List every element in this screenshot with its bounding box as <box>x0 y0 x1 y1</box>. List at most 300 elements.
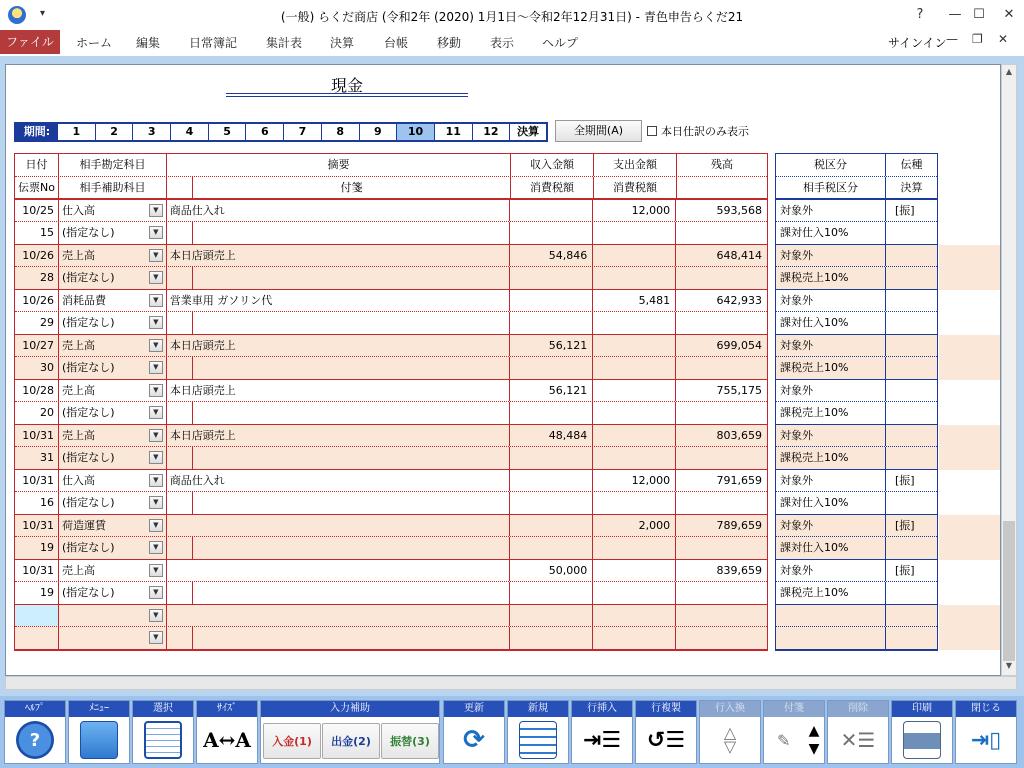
tax-category-cell[interactable]: 対象外 <box>776 290 886 311</box>
date-cell[interactable]: 10/26 <box>15 245 59 266</box>
tax-category-cell[interactable]: 対象外 <box>776 560 886 581</box>
dropdown-arrow-icon[interactable]: ▼ <box>149 249 163 262</box>
ledger-record[interactable] <box>15 605 767 650</box>
scroll-down-icon[interactable]: ▼ <box>1005 661 1013 670</box>
income-cell[interactable] <box>510 515 593 536</box>
tax-category-cell[interactable]: 対象外 <box>776 245 886 266</box>
counter-account-cell[interactable] <box>59 560 167 581</box>
period-4-button[interactable]: 4 <box>171 124 209 140</box>
period-2-button[interactable]: 2 <box>96 124 134 140</box>
maximize-button[interactable]: ☐ <box>973 7 985 22</box>
insert-row-icon: ⇥☰ <box>582 727 622 753</box>
expense-cell[interactable] <box>593 605 676 626</box>
ledger-header-row-2 <box>15 177 767 200</box>
expense-tax-cell[interactable] <box>593 312 676 334</box>
date-cell[interactable]: 10/26 <box>15 290 59 311</box>
sticky-note-cell[interactable] <box>167 537 511 559</box>
income-tax-cell[interactable] <box>510 402 593 424</box>
date-cell[interactable]: 10/31 <box>15 470 59 491</box>
account-name: 売上高 <box>61 564 95 577</box>
dropdown-arrow-icon[interactable]: ▼ <box>149 384 163 397</box>
counter-account-cell[interactable] <box>59 245 167 266</box>
tax-line-2 <box>776 222 937 244</box>
menu-daily-bookkeeping[interactable]: 日常簿記 <box>189 36 238 50</box>
sub-account-name: (指定なし) <box>61 361 115 374</box>
header-income-tax: 消費税額 <box>511 177 594 198</box>
menu-button-label: ﾒﾆｭｰ <box>69 701 129 717</box>
dropdown-arrow-icon[interactable]: ▼ <box>149 226 163 239</box>
account-name: 売上高 <box>61 339 95 352</box>
dropdown-arrow-icon[interactable]: ▼ <box>149 609 163 622</box>
menu-file[interactable]: ファイル <box>0 30 60 54</box>
dropdown-arrow-icon[interactable]: ▼ <box>149 564 163 577</box>
record-line-1 <box>15 515 767 537</box>
tax-category-cell[interactable]: 対象外 <box>776 380 886 401</box>
description-cell[interactable] <box>167 515 511 536</box>
voucher-type-cell[interactable] <box>886 380 937 401</box>
insert-row-button[interactable] <box>571 700 633 764</box>
tax-line-1 <box>776 560 937 582</box>
voucher-type-cell[interactable]: [振] <box>895 204 915 217</box>
swap-row-icon: △ ▽ <box>723 723 737 756</box>
sticky-spacer <box>167 627 193 649</box>
counter-tax-category-cell[interactable]: 課対仕入10% <box>776 222 886 244</box>
window-title: (一般) らくだ商店 (令和2年 (2020) 1月1日〜令和2年12月31日) - 青色申告らくだ21 <box>280 10 744 24</box>
sticky-note-cell[interactable] <box>167 402 511 424</box>
tax-line-2 <box>776 447 937 469</box>
ledger-record[interactable] <box>15 380 767 425</box>
date-cell[interactable]: 10/28 <box>15 380 59 401</box>
expense-cell[interactable] <box>593 560 676 581</box>
income-tax-cell[interactable] <box>510 627 593 649</box>
voucher-no-cell[interactable]: 31 <box>15 447 59 469</box>
counter-tax-category-cell[interactable]: 課税売上10% <box>776 357 886 379</box>
swap-row-button[interactable] <box>699 700 761 764</box>
expense-cell[interactable]: 12,000 <box>593 200 676 221</box>
voucher-type-cell[interactable]: [振] <box>895 564 915 577</box>
period-5-button[interactable]: 5 <box>209 124 247 140</box>
new-button[interactable] <box>507 700 569 764</box>
expense-cell[interactable]: 2,000 <box>593 515 676 536</box>
counter-account-cell[interactable] <box>59 200 167 221</box>
period-6-button[interactable]: 6 <box>246 124 284 140</box>
tax-record[interactable] <box>776 425 937 470</box>
swap-row-button-label: 行入換 <box>700 701 760 717</box>
income-cell[interactable]: 56,121 <box>510 335 593 356</box>
row-shade-strip <box>939 290 1001 335</box>
counter-account-cell[interactable] <box>59 290 167 311</box>
header-expense-tax: 消費税額 <box>594 177 677 198</box>
balance-blank-cell <box>676 447 767 469</box>
vertical-scrollbar[interactable] <box>1001 64 1017 676</box>
checkbox-box[interactable] <box>647 126 657 136</box>
tax-record[interactable] <box>776 245 937 290</box>
counter-tax-category-cell[interactable]: 課対仕入10% <box>776 537 886 559</box>
income-tax-cell[interactable] <box>510 492 593 514</box>
record-line-2 <box>15 447 767 469</box>
voucher-no-cell[interactable]: 20 <box>15 402 59 424</box>
record-line-2 <box>15 537 767 559</box>
tax-category-cell[interactable]: 対象外 <box>776 515 886 536</box>
dropdown-arrow-icon[interactable]: ▼ <box>149 474 163 487</box>
menu-button[interactable] <box>68 700 130 764</box>
sticky-note-cell[interactable] <box>167 492 511 514</box>
counter-tax-category-cell[interactable]: 課税売上10% <box>776 447 886 469</box>
scroll-up-icon[interactable]: ▲ <box>1005 67 1013 76</box>
withdraw-button[interactable]: 出金(2) <box>322 723 380 759</box>
dropdown-arrow-icon[interactable]: ▼ <box>149 429 163 442</box>
sub-account-name: (指定なし) <box>61 226 115 239</box>
tax-category-cell[interactable]: 対象外 <box>776 470 886 491</box>
balance-blank-cell <box>676 222 767 244</box>
counter-account-cell[interactable] <box>59 515 167 536</box>
voucher-no-cell[interactable]: 28 <box>15 267 59 289</box>
menu-summary[interactable]: 集計表 <box>266 36 303 50</box>
voucher-type-cell[interactable]: [振] <box>895 474 915 487</box>
counter-sub-account-cell[interactable] <box>59 492 167 514</box>
counter-sub-account-cell[interactable] <box>59 222 167 244</box>
dropdown-arrow-icon[interactable]: ▼ <box>149 406 163 419</box>
period-10-button[interactable]: 10 <box>397 124 435 140</box>
date-cell[interactable]: 10/31 <box>15 560 59 581</box>
row-shade-strip <box>939 515 1001 560</box>
title-underline <box>226 93 468 97</box>
voucher-no-cell[interactable]: 15 <box>15 222 59 244</box>
help-question-button[interactable]: ? <box>916 7 924 22</box>
closing-cell[interactable] <box>886 357 937 379</box>
doc-restore-button[interactable]: ❐ <box>972 32 983 46</box>
closing-cell[interactable] <box>886 492 937 514</box>
menu-edit[interactable]: 編集 <box>136 36 161 50</box>
income-cell[interactable]: 54,846 <box>510 245 593 266</box>
dropdown-arrow-icon[interactable]: ▼ <box>149 204 163 217</box>
description-cell[interactable]: 営業車用 ガソリン代 <box>167 290 511 311</box>
quick-access-chevron-icon[interactable]: ▾ <box>40 8 46 19</box>
counter-account-cell[interactable] <box>59 425 167 446</box>
income-cell[interactable] <box>510 470 593 491</box>
ledger-record[interactable] <box>15 470 767 515</box>
period-7-button[interactable]: 7 <box>284 124 322 140</box>
tax-category-cell[interactable]: 対象外 <box>776 425 886 446</box>
income-cell[interactable] <box>510 200 593 221</box>
income-cell[interactable] <box>510 290 593 311</box>
period-closing-button[interactable]: 決算 <box>517 125 540 138</box>
tax-category-cell[interactable] <box>776 605 886 626</box>
balance-cell <box>676 605 767 626</box>
income-tax-cell[interactable] <box>510 312 593 334</box>
tax-category-cell[interactable]: 対象外 <box>776 335 886 356</box>
ledger-record[interactable] <box>15 245 767 290</box>
expense-cell[interactable]: 12,000 <box>593 470 676 491</box>
tax-record[interactable] <box>776 470 937 515</box>
menu-home[interactable]: ホーム <box>76 36 113 50</box>
tax-category-cell[interactable]: 対象外 <box>776 200 886 221</box>
voucher-no-cell[interactable]: 19 <box>15 582 59 604</box>
counter-sub-account-cell[interactable] <box>59 267 167 289</box>
expense-tax-cell[interactable] <box>593 357 676 379</box>
dropdown-arrow-icon[interactable]: ▼ <box>149 586 163 599</box>
income-tax-cell[interactable] <box>510 537 593 559</box>
counter-tax-category-cell[interactable]: 課税売上10% <box>776 267 886 289</box>
expense-cell[interactable] <box>593 245 676 266</box>
balance-cell: 593,568 <box>716 204 762 217</box>
copy-row-button[interactable] <box>635 700 697 764</box>
sticky-note-cell[interactable] <box>167 357 511 379</box>
record-line-1 <box>15 470 767 492</box>
sticky-note-cell[interactable] <box>167 627 511 649</box>
ledger-record[interactable] <box>15 200 767 245</box>
income-tax-cell[interactable] <box>510 267 593 289</box>
voucher-type-cell[interactable] <box>886 425 937 446</box>
row-shade-strip <box>939 560 1001 605</box>
tax-line-1 <box>776 515 937 537</box>
sticky-spacer <box>167 492 193 514</box>
dropdown-arrow-icon[interactable]: ▼ <box>149 271 163 284</box>
counter-tax-category-cell[interactable]: 課税売上10% <box>776 582 886 604</box>
tax-line-1 <box>776 290 937 312</box>
closing-cell[interactable] <box>886 537 937 559</box>
tax-line-2 <box>776 402 937 424</box>
delete-button[interactable] <box>827 700 889 764</box>
select-button[interactable] <box>132 700 194 764</box>
description-cell[interactable]: 本日店頭売上 <box>167 425 511 446</box>
account-name: 荷造運賃 <box>61 519 106 532</box>
sticky-note-cell[interactable] <box>167 582 511 604</box>
period-selector <box>14 122 548 142</box>
description-cell[interactable]: 本日店頭売上 <box>167 335 511 356</box>
closing-cell[interactable] <box>886 447 937 469</box>
tax-side-table <box>775 153 938 651</box>
tax-line-1 <box>776 380 937 402</box>
cash-ledger-document <box>5 64 1001 676</box>
scroll-thumb[interactable] <box>1003 521 1015 661</box>
sticky-note-cell[interactable] <box>167 447 511 469</box>
dropdown-arrow-icon[interactable]: ▼ <box>149 316 163 329</box>
income-tax-cell[interactable] <box>510 222 593 244</box>
voucher-type-cell[interactable] <box>886 335 937 356</box>
record-line-2 <box>15 267 767 289</box>
counter-account-cell[interactable] <box>59 605 167 626</box>
today-only-label: 本日仕訳のみ表示 <box>661 125 749 138</box>
input-assist-group <box>260 700 440 764</box>
counter-sub-account-cell[interactable] <box>59 402 167 424</box>
income-cell[interactable] <box>510 605 593 626</box>
expense-cell[interactable] <box>593 425 676 446</box>
all-period-button[interactable]: 全期間(A) <box>555 120 642 142</box>
sticky-down-icon[interactable]: ▼ <box>808 741 820 757</box>
record-line-2 <box>15 492 767 514</box>
balance-cell: 648,414 <box>716 249 762 262</box>
input-assist-label: 入力補助 <box>261 701 439 717</box>
expense-tax-cell[interactable] <box>593 222 676 244</box>
doc-close-button[interactable]: ✕ <box>998 32 1009 46</box>
expense-tax-cell[interactable] <box>593 492 676 514</box>
closing-cell[interactable] <box>886 267 937 289</box>
print-icon <box>903 721 941 759</box>
sticky-button[interactable] <box>763 700 825 764</box>
expense-tax-cell[interactable] <box>593 447 676 469</box>
doc-minimize-button[interactable]: — <box>946 32 958 46</box>
closing-cell[interactable] <box>886 222 937 244</box>
account-name: 売上高 <box>61 384 95 397</box>
tax-record[interactable] <box>776 290 937 335</box>
counter-sub-account-cell[interactable] <box>59 312 167 334</box>
deposit-button[interactable]: 入金(1) <box>263 723 321 759</box>
description-cell[interactable]: 商品仕入れ <box>167 200 511 221</box>
today-only-checkbox[interactable] <box>647 123 749 139</box>
counter-account-cell[interactable] <box>59 380 167 401</box>
counter-sub-account-cell[interactable] <box>59 582 167 604</box>
ledger-table <box>14 153 768 651</box>
row-shade-strip <box>939 470 1001 515</box>
tax-line-2 <box>776 537 937 559</box>
income-tax-cell[interactable] <box>510 357 593 379</box>
expense-tax-cell[interactable] <box>593 402 676 424</box>
counter-account-cell[interactable] <box>59 470 167 491</box>
voucher-no-cell[interactable]: 30 <box>15 357 59 379</box>
period-9-button[interactable]: 9 <box>360 124 398 140</box>
horizontal-scrollbar[interactable] <box>5 676 1017 690</box>
period-12-button[interactable]: 12 <box>473 124 511 140</box>
expense-cell[interactable] <box>593 335 676 356</box>
sticky-spacer <box>167 402 193 424</box>
header-spacer <box>167 177 193 198</box>
print-button[interactable] <box>891 700 953 764</box>
counter-sub-account-cell[interactable] <box>59 537 167 559</box>
income-tax-cell[interactable] <box>510 582 593 604</box>
voucher-no-cell[interactable]: 29 <box>15 312 59 334</box>
voucher-no-cell[interactable]: 16 <box>15 492 59 514</box>
period-11-button[interactable]: 11 <box>435 124 473 140</box>
counter-tax-category-cell[interactable]: 課対仕入10% <box>776 492 886 514</box>
sticky-note-cell[interactable] <box>167 222 511 244</box>
description-cell[interactable]: 本日店頭売上 <box>167 245 511 266</box>
dropdown-arrow-icon[interactable]: ▼ <box>149 519 163 532</box>
tax-record[interactable] <box>776 515 937 560</box>
income-cell[interactable]: 50,000 <box>510 560 593 581</box>
size-button[interactable] <box>196 700 258 764</box>
period-3-button[interactable]: 3 <box>133 124 171 140</box>
tax-record[interactable] <box>776 335 937 380</box>
record-line-1 <box>15 200 767 222</box>
sticky-note-cell[interactable] <box>167 267 511 289</box>
tax-record[interactable] <box>776 605 937 650</box>
ledger-record[interactable] <box>15 335 767 380</box>
tax-record[interactable] <box>776 200 937 245</box>
dropdown-arrow-icon[interactable]: ▼ <box>149 294 163 307</box>
menu-help[interactable]: ヘルプ <box>542 36 579 50</box>
close-window-button[interactable]: ✕ <box>1003 7 1015 22</box>
description-cell[interactable] <box>167 605 511 626</box>
header-voucher-type: 伝種 <box>900 158 923 171</box>
tax-record[interactable] <box>776 560 937 605</box>
ledger-record[interactable] <box>15 290 767 335</box>
voucher-no-cell[interactable]: 19 <box>15 537 59 559</box>
dropdown-arrow-icon[interactable]: ▼ <box>149 339 163 352</box>
page-title: 現金 <box>330 76 363 95</box>
tax-record[interactable] <box>776 380 937 425</box>
balance-cell: 791,659 <box>716 474 762 487</box>
period-label: 期間: <box>16 124 58 140</box>
date-cell[interactable]: 10/31 <box>15 425 59 446</box>
voucher-type-cell[interactable] <box>886 245 937 266</box>
income-cell[interactable]: 56,121 <box>510 380 593 401</box>
sticky-up-icon[interactable]: ▲ <box>808 723 820 739</box>
expense-tax-cell[interactable] <box>593 627 676 649</box>
dropdown-arrow-icon[interactable]: ▼ <box>149 496 163 509</box>
date-cell[interactable]: 10/27 <box>15 335 59 356</box>
date-cell[interactable]: 10/31 <box>15 515 59 536</box>
description-cell[interactable]: 本日店頭売上 <box>167 380 511 401</box>
header-expense: 支出金額 <box>594 154 677 176</box>
date-cell[interactable]: 10/25 <box>15 200 59 221</box>
period-1-button[interactable]: 1 <box>58 124 96 140</box>
ledger-record[interactable] <box>15 425 767 470</box>
counter-account-cell[interactable] <box>59 335 167 356</box>
expense-tax-cell[interactable] <box>593 267 676 289</box>
expense-tax-cell[interactable] <box>593 537 676 559</box>
ledger-record[interactable] <box>15 560 767 605</box>
header-counter-sub-account: 相手補助科目 <box>59 177 167 198</box>
counter-sub-account-cell[interactable] <box>59 627 167 649</box>
menu-view[interactable]: 表示 <box>490 36 515 50</box>
dropdown-arrow-icon[interactable]: ▼ <box>149 451 163 464</box>
transfer-button[interactable]: 振替(3) <box>381 723 439 759</box>
sticky-button-label: 付箋 <box>764 701 824 717</box>
minimize-button[interactable]: — <box>948 7 962 22</box>
menu-move[interactable]: 移動 <box>437 36 462 50</box>
description-cell[interactable] <box>167 560 511 581</box>
closing-cell[interactable] <box>886 402 937 424</box>
income-tax-cell[interactable] <box>510 447 593 469</box>
voucher-type-cell[interactable] <box>886 605 937 626</box>
dropdown-arrow-icon[interactable]: ▼ <box>149 631 163 644</box>
sticky-note-cell[interactable] <box>167 312 511 334</box>
menu-closing[interactable]: 決算 <box>330 36 355 50</box>
dropdown-arrow-icon[interactable]: ▼ <box>149 361 163 374</box>
voucher-type-cell[interactable] <box>886 290 937 311</box>
account-name: 仕入高 <box>61 474 95 487</box>
expense-tax-cell[interactable] <box>593 582 676 604</box>
voucher-type-cell[interactable]: [振] <box>895 519 915 532</box>
ledger-record[interactable] <box>15 515 767 560</box>
description-cell[interactable]: 商品仕入れ <box>167 470 511 491</box>
signin-link[interactable]: サインイン <box>888 36 947 50</box>
date-cell[interactable] <box>15 605 59 626</box>
expense-cell[interactable]: 5,481 <box>593 290 676 311</box>
closing-cell[interactable] <box>886 627 937 649</box>
ledger-header-row-1 <box>15 154 767 177</box>
dropdown-arrow-icon[interactable]: ▼ <box>149 541 163 554</box>
period-8-button[interactable]: 8 <box>322 124 360 140</box>
counter-sub-account-cell[interactable] <box>59 447 167 469</box>
income-cell[interactable]: 48,484 <box>510 425 593 446</box>
closing-cell[interactable] <box>886 582 937 604</box>
voucher-no-cell[interactable] <box>15 627 59 649</box>
counter-tax-category-cell[interactable]: 課対仕入10% <box>776 312 886 334</box>
sticky-spacer <box>167 447 193 469</box>
close-button[interactable] <box>955 700 1017 764</box>
closing-cell[interactable] <box>886 312 937 334</box>
counter-tax-category-cell[interactable] <box>776 627 886 649</box>
help-button[interactable] <box>4 700 66 764</box>
tax-side-body <box>776 200 937 650</box>
menu-ledger[interactable]: 台帳 <box>384 36 409 50</box>
expense-cell[interactable] <box>593 380 676 401</box>
counter-sub-account-cell[interactable] <box>59 357 167 379</box>
update-button[interactable] <box>443 700 505 764</box>
counter-tax-category-cell[interactable]: 課税売上10% <box>776 402 886 424</box>
